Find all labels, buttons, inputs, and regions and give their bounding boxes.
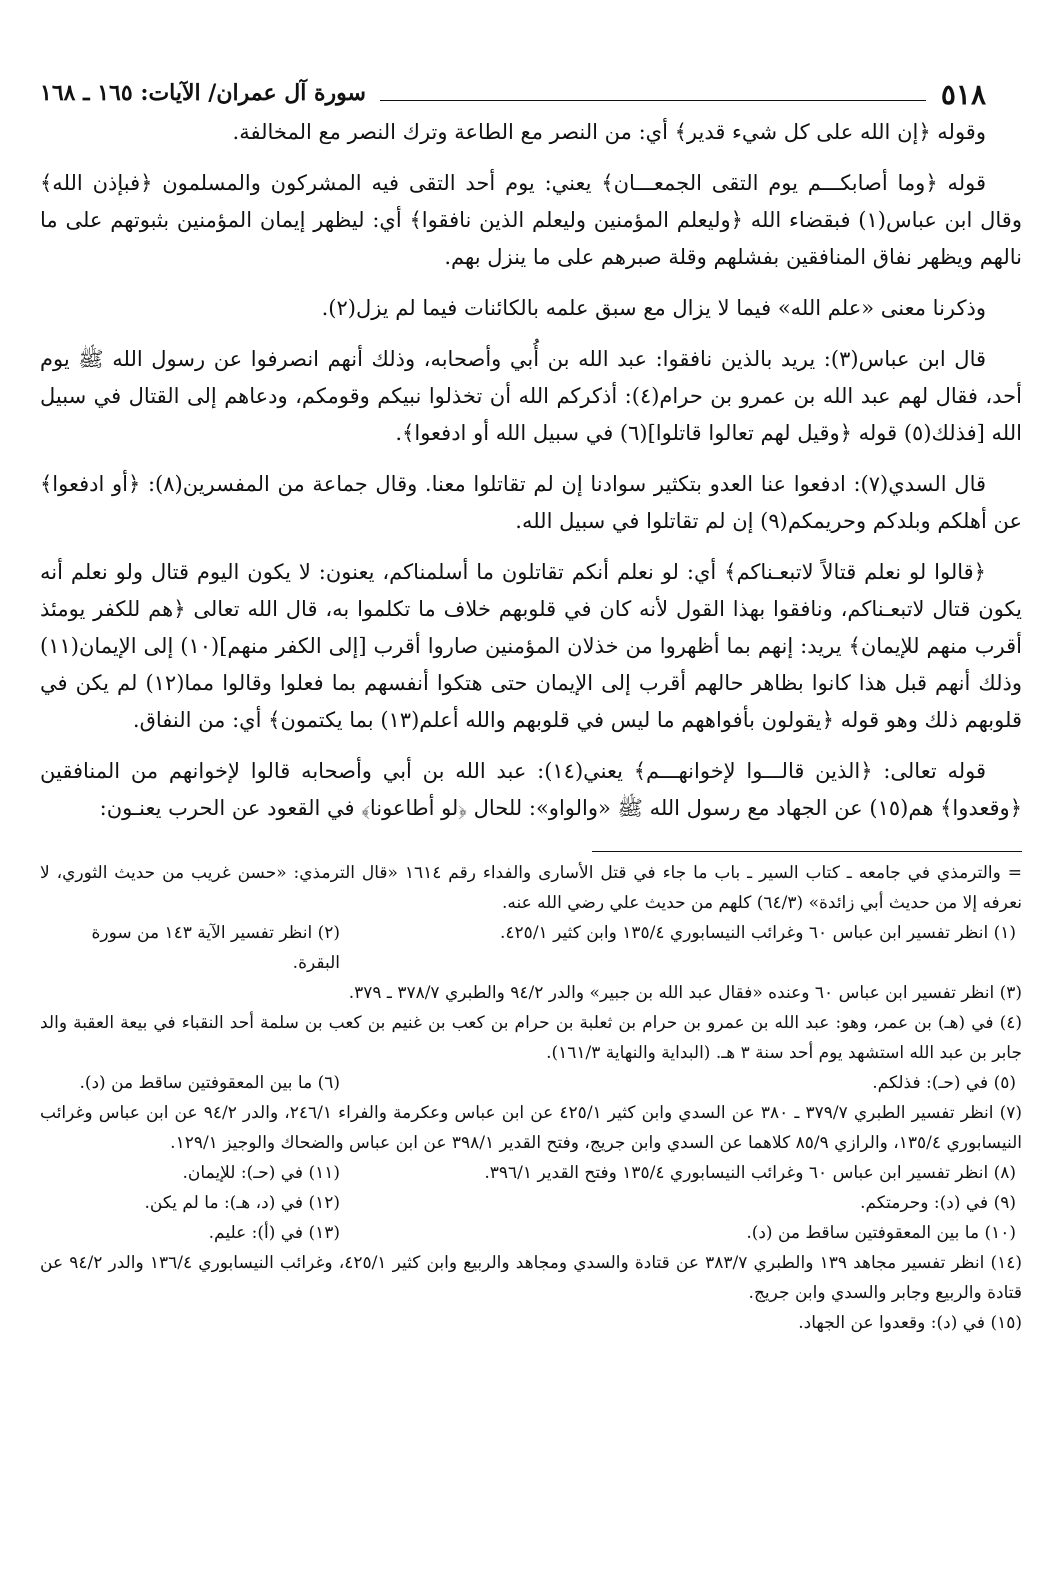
paragraph: قال ابن عباس(٣): يريد بالذين نافقوا: عبد الله بن أُبي وأصحابه، وذلك أنهم انصرفوا عن رسول الله ﷺ يوم أحد، فقال لهم عبد الله بن عمرو بن حرام(٤): أذكركم الله أن تخذلوا نبيكم وقومكم، ودعاهم إلى القتال في سبيل الله [فذلك(٥) قوله ﴿وقيل لهم تعالوا قاتلوا](٦) في سبيل الله أو ادفعوا﴾. <box>40 347 1022 445</box>
paragraph: ﴿قالوا لو نعلم قتالاً لاتبعـناكم﴾ أي: لو نعلم أنكم تقاتلون ما أسلمناكم، يعنون: لا يكون اليوم قتال ولو نعلم أنه يكون قتال لاتبعـناكم، ونافقوا بهذا القول لأنه كان في قلوبهم خلاف ما تكلموا به، قال الله تعالى ﴿هم للكفر يومئذ أقرب منهم للإيمان﴾ يريد: إنهم بما أظهروا من خذلان المؤمنين صاروا أقرب [إلى الكفر منهم](١٠) إلى الإيمان(١١) وذلك أنهم قبل هذا كانوا بظاهر حالهم أقرب إلى الإيمان حتى هتكوا أنفسهم بما فعلوا وقالوا مما(١٢) لم يكن في قلوبهم ذلك وهو قوله ﴿يقولون بأفواههم ما ليس في قلوبهم والله أعلم(١٣) بما يكتمون﴾ أي: من النفاق. <box>40 560 1022 732</box>
footnote-row <box>40 1158 1022 1188</box>
running-header <box>40 68 1022 111</box>
header-rule <box>380 100 926 101</box>
paragraph: قوله ﴿وما أصابكـــم يوم التقى الجمعـــان﴾ يعني: يوم أحد التقى فيه المشركون والمسلمون ﴿فبإذن الله﴾ وقال ابن عباس(١) فبقضاء الله ﴿وليعلم المؤمنين وليعلم الذين نافقوا﴾ أي: ليظهر إيمان المؤمنين بثبوتهم على ما نالهم ويظهر نفاق المنافقين بفشلهم وقلة صبرهم على ما ينزل بهم. <box>40 171 1022 269</box>
footnote-continuation: = والترمذي في جامعه ـ كتاب السير ـ باب ما جاء في قتل الأسارى والفداء رقم ١٦١٤ «قال الترمذي: «حسن غريب من حديث الثوري، لا نعرفه إلا من حديث أبي زائدة» (٦٤/٣) كلهم من حديث علي رضي الله عنه. <box>40 863 1022 913</box>
footnote-row <box>40 1068 1022 1098</box>
footnote-7: (٧) انظر تفسير الطبري ٣٧٩/٧ ـ ٣٨٠ عن السدي وابن كثير ٤٢٥/١ عن ابن عباس وعكرمة والفراء ٢٤٦/١، والدر ٩٤/٢ عن ابن عباس وغرائب النيسابوري ١٣٥/٤، والرازي ٨٥/٩ كلاهما عن السدي وابن جريج، وفتح القدير ٣٩٨/١ عن ابن عباس والضحاك والوجيز ١٢٩/١. <box>40 1103 1022 1153</box>
footnote-row <box>40 1188 1022 1218</box>
footnote-8: (٨) انظر تفسير ابن عباس ٦٠ وغرائب النيسابوري ١٣٥/٤ وفتح القدير ٣٩٦/١. <box>484 1163 1016 1183</box>
page-number: ٥١٨ <box>940 78 986 111</box>
footnote-row <box>40 918 1022 978</box>
footnote-4: (٤) في (هـ) بن عمر، وهو: عبد الله بن عمرو بن حرام بن ثعلبة بن حرام بن كعب بن غنيم بن كعب بن سلمة أحد النقباء في بيعة العقبة والد جابر بن عبد الله استشهد يوم أحد سنة ٣ هـ. (البداية والنهاية ١٦١/٣). <box>40 1013 1022 1063</box>
paragraph: قوله تعالى: ﴿الذين قالـــوا لإخوانهـــم﴾ يعني(١٤): عبد الله بن أبي وأصحابه قالوا لإخوانهم من المنافقين ﴿وقعدوا﴾ هم(١٥) عن الجهاد مع رسول الله ﷺ «والواو»: للحال ﴿لو أطاعونا﴾ في القعود عن الحرب يعنـون: <box>40 759 1022 820</box>
paragraph: وقوله ﴿إن الله على كل شيء قدير﴾ أي: من النصر مع الطاعة وترك النصر مع المخالفة. <box>232 120 986 144</box>
footnote-2: (٢) انظر تفسير الآية ١٤٣ من سورة البقرة. <box>91 923 340 973</box>
footnote-row <box>40 1218 1022 1248</box>
footnote-6: (٦) ما بين المعقوفتين ساقط من (د). <box>79 1073 340 1093</box>
footnote-13: (١٣) في (أ): عليم. <box>208 1223 340 1243</box>
footnote-15: (١٥) في (د): وقعدوا عن الجهاد. <box>798 1313 1022 1333</box>
footnote-11: (١١) في (حـ): للإيمان. <box>182 1163 340 1183</box>
surah-title: سورة آل عمران/ الآيات: ١٦٥ ـ ١٦٨ <box>40 80 366 106</box>
paragraph: وذكرنا معنى «علم الله» فيما لا يزال مع سبق علمه بالكائنات فيما لم يزل(٢). <box>321 296 986 320</box>
footnote-3: (٣) انظر تفسير ابن عباس ٦٠ وعنده «فقال عبد الله بن جبير» والدر ٩٤/٢ والطبري ٣٧٨/٧ ـ ٣٧٩. <box>348 983 1022 1003</box>
paragraph: قال السدي(٧): ادفعوا عنا العدو بتكثير سوادنا إن لم تقاتلوا معنا. وقال جماعة من المفسرين(٨): ﴿أو ادفعوا﴾ عن أهلكم وبلدكم وحريمكم(٩) إن لم تقاتلوا في سبيل الله. <box>40 472 1022 533</box>
footnote-5: (٥) في (حـ): فذلكم. <box>872 1073 1016 1093</box>
main-text <box>40 114 1022 827</box>
footnote-9: (٩) في (د): وحرمتكم. <box>860 1193 1016 1213</box>
footnote-12: (١٢) في (د، هـ): ما لم يكن. <box>144 1193 340 1213</box>
footnotes <box>40 858 1022 1338</box>
footnote-14: (١٤) انظر تفسير مجاهد ١٣٩ والطبري ٣٨٣/٧ عن قتادة والسدي ومجاهد والربيع وابن كثير ٤٢٥/١، وغرائب النيسابوري ١٣٦/٤ والدر ٩٤/٢ عن قتادة والربيع وجابر والسدي وابن جريج. <box>40 1253 1022 1303</box>
footnote-divider <box>592 851 1022 852</box>
footnote-10: (١٠) ما بين المعقوفتين ساقط من (د). <box>746 1223 1016 1243</box>
footnote-1: (١) انظر تفسير ابن عباس ٦٠ وغرائب النيسابوري ١٣٥/٤ وابن كثير ٤٢٥/١. <box>500 923 1016 943</box>
